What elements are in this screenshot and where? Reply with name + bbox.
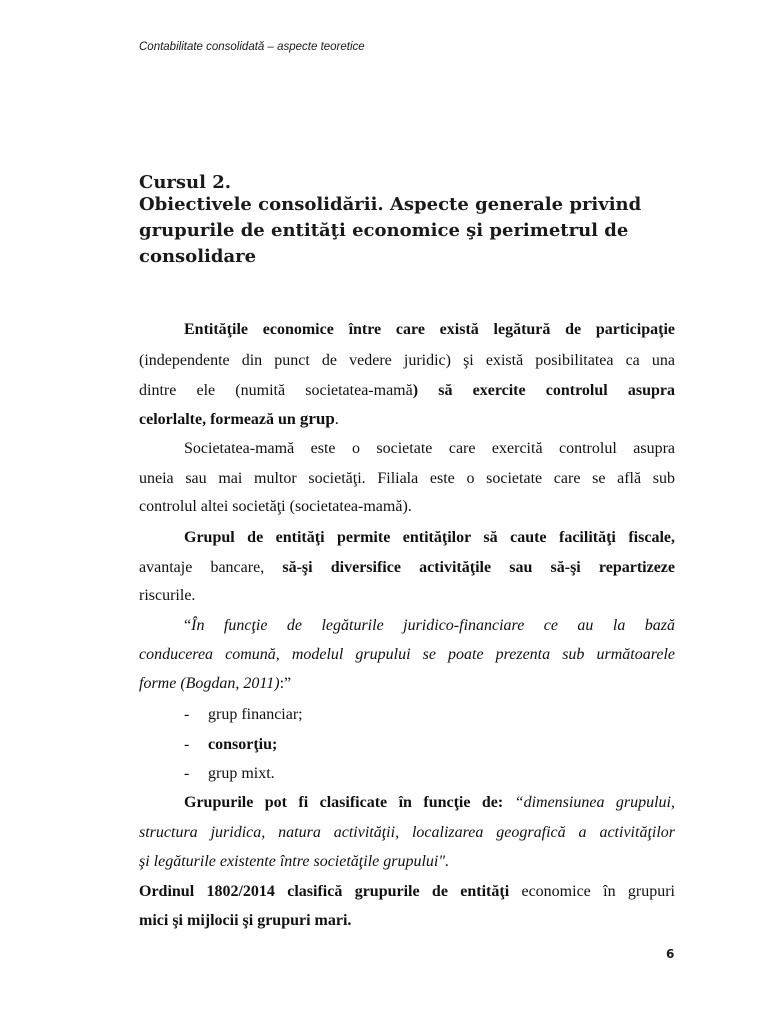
course-number: Cursul 2. [139,172,232,193]
paragraph-2-line-3: controlul altei societăţi (societatea-mamă). [139,498,412,515]
paragraph-4-line-1: “În funcţie de legăturile juridico-financiare ce au la bază [184,617,675,634]
paragraph-5-line-2: structura juridica, natura activităţii, localizarea geografică a activităţilor [139,824,675,841]
paragraph-3-line-3: riscurile. [139,587,196,604]
paragraph-4-line-3: forme (Bogdan, 2011):” [139,675,292,692]
paragraph-6-line-1: Ordinul 1802/2014 clasifică grupurile de entităţi economice în grupuri [139,883,676,900]
paragraph-4-line-2: conducerea comună, modelul grupului se poate prezenta sub următoarele [139,646,675,663]
paragraph-1-line-1: Entităţile economice între care există legătură de participaţie [184,321,675,338]
list-item-grup-financiar: grup financiar; [208,706,303,723]
list-dash: - [184,765,190,782]
paragraph-5-line-1: Grupurile pot fi clasificate în funcţie de: “dimensiunea grupului, [184,794,675,811]
paragraph-1-line-3: dintre ele (numită societatea-mamă) să exercite controlul asupra [139,382,675,399]
paragraph-2-line-1: Societatea-mamă este o societate care exercită controlul asupra [184,440,675,457]
list-item-grup-mixt: grup mixt. [208,765,275,782]
list-item-consortiu: consorţiu; [208,736,278,753]
course-title-line-1: Obiectivele consolidării. Aspecte generale privind [139,194,642,215]
paragraph-6-line-2: mici şi mijlocii şi grupuri mari. [139,912,352,929]
course-title-line-3: consolidare [139,246,257,267]
course-title-line-2: grupurile de entităţi economice şi perimetrul de [139,220,629,241]
page-number: 6 [666,947,675,961]
paragraph-3-line-1: Grupul de entităţi permite entităţilor să caute facilităţi fiscale, [184,529,675,546]
list-dash: - [184,736,190,753]
paragraph-5-line-3: şi legăturile existente între societăţile grupului". [139,853,450,870]
paragraph-3-line-2: avantaje bancare, să-şi diversifice activităţile sau să-şi repartizeze [139,559,675,576]
paragraph-1-line-4: celorlalte, formează un grup. [139,409,339,428]
list-dash: - [184,706,190,723]
running-header: Contabilitate consolidată – aspecte teoretice [139,41,365,53]
paragraph-1-line-2: (independente din punct de vedere juridic) şi există posibilitatea ca una [139,352,675,369]
paragraph-2-line-2: uneia sau mai multor societăţi. Filiala este o societate care se află sub [139,470,675,487]
